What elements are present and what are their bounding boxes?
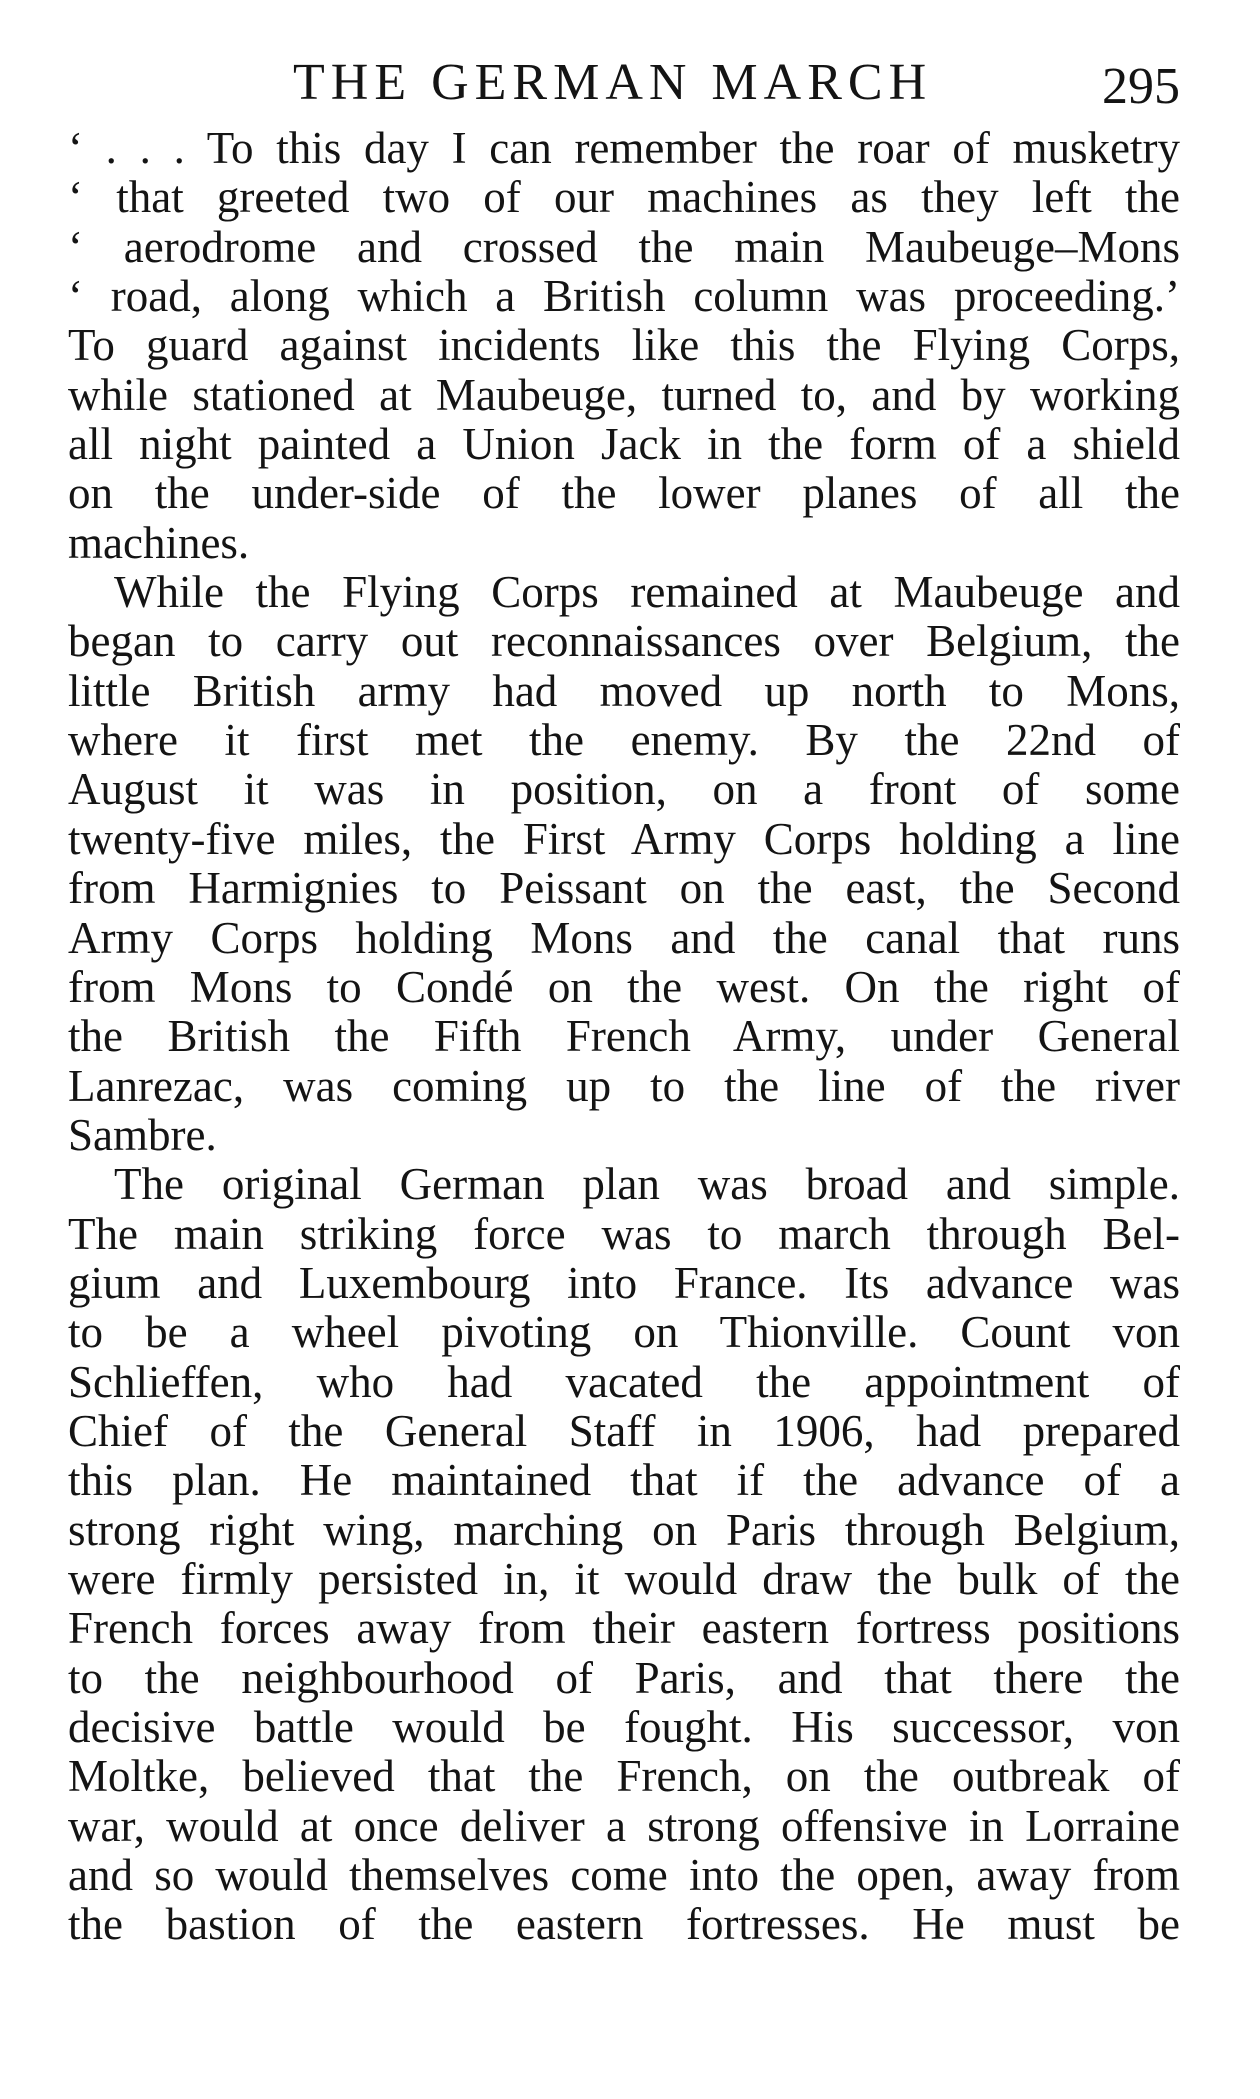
text-line: where it first met the enemy. By the 22nd of	[68, 715, 1180, 766]
text-line: ‘ aerodrome and crossed the main Maubeuge–Mons	[68, 221, 1180, 272]
text-line: Chief of the General Staff in 1906, had prepared	[68, 1405, 1180, 1456]
running-title: THE GERMAN MARCH	[293, 54, 933, 111]
text-line: while stationed at Maubeuge, turned to, and by working	[68, 369, 1180, 420]
body-text	[68, 124, 1180, 1950]
paragraph-german-plan	[68, 1160, 1180, 1950]
text-line: Sambre.	[68, 1109, 217, 1160]
text-line: ‘ that greeted two of our machines as they left the	[68, 172, 1180, 223]
text-line: the bastion of the eastern fortresses. He must be	[68, 1899, 1180, 1950]
text-line: all night painted a Union Jack in the form of a shield	[68, 419, 1180, 470]
text-line: were firmly persisted in, it would draw the bulk of the	[68, 1553, 1180, 1604]
running-head	[68, 48, 1180, 118]
text-line: from Mons to Condé on the west. On the right of	[68, 961, 1180, 1012]
text-line: Army Corps holding Mons and the canal that runs	[68, 912, 1180, 963]
paragraph-flying-corps	[68, 568, 1180, 1160]
text-line: The main striking force was to march through Bel-	[68, 1208, 1180, 1259]
text-line: machines.	[68, 517, 250, 568]
text-line: Schlieffen, who had vacated the appointment of	[68, 1356, 1180, 1407]
text-line: While the Flying Corps remained at Maubeuge and	[114, 567, 1180, 618]
text-line: to be a wheel pivoting on Thionville. Count von	[68, 1307, 1180, 1358]
text-line: twenty-five miles, the First Army Corps holding a line	[68, 813, 1180, 864]
text-line: war, would at once deliver a strong offensive in Lorraine	[68, 1800, 1180, 1851]
text-line: To guard against incidents like this the Flying Corps,	[68, 320, 1180, 371]
text-line: gium and Luxembourg into France. Its advance was	[68, 1257, 1180, 1308]
text-line: this plan. He maintained that if the advance of a	[68, 1455, 1180, 1506]
text-line: on the under-side of the lower planes of all the	[68, 468, 1180, 519]
text-line: ‘ road, along which a British column was proceeding.’	[68, 271, 1180, 322]
text-line: Moltke, believed that the French, on the outbreak of	[68, 1751, 1180, 1802]
text-line: The original German plan was broad and simple.	[114, 1159, 1180, 1210]
page-number: 295	[1102, 58, 1180, 115]
text-line: and so would themselves come into the open, away from	[68, 1850, 1180, 1901]
text-line: French forces away from their eastern fortress positions	[68, 1603, 1180, 1654]
text-line: August it was in position, on a front of some	[68, 764, 1180, 815]
text-line: decisive battle would be fought. His successor, von	[68, 1702, 1180, 1752]
text-line: from Harmignies to Peissant on the east, the Second	[68, 863, 1180, 914]
text-line: Lanrezac, was coming up to the line of the river	[68, 1060, 1180, 1111]
paragraph-quotation	[68, 124, 1180, 568]
text-line: to the neighbourhood of Paris, and that there the	[68, 1652, 1180, 1703]
text-line: ‘ . . . To this day I can remember the roar of musketry	[68, 123, 1180, 173]
text-line: strong right wing, marching on Paris through Belgium,	[68, 1504, 1180, 1555]
text-line: the British the Fifth French Army, under General	[68, 1011, 1180, 1062]
text-line: little British army had moved up north to Mons,	[68, 665, 1180, 716]
text-line: began to carry out reconnaissances over Belgium, the	[68, 616, 1180, 667]
